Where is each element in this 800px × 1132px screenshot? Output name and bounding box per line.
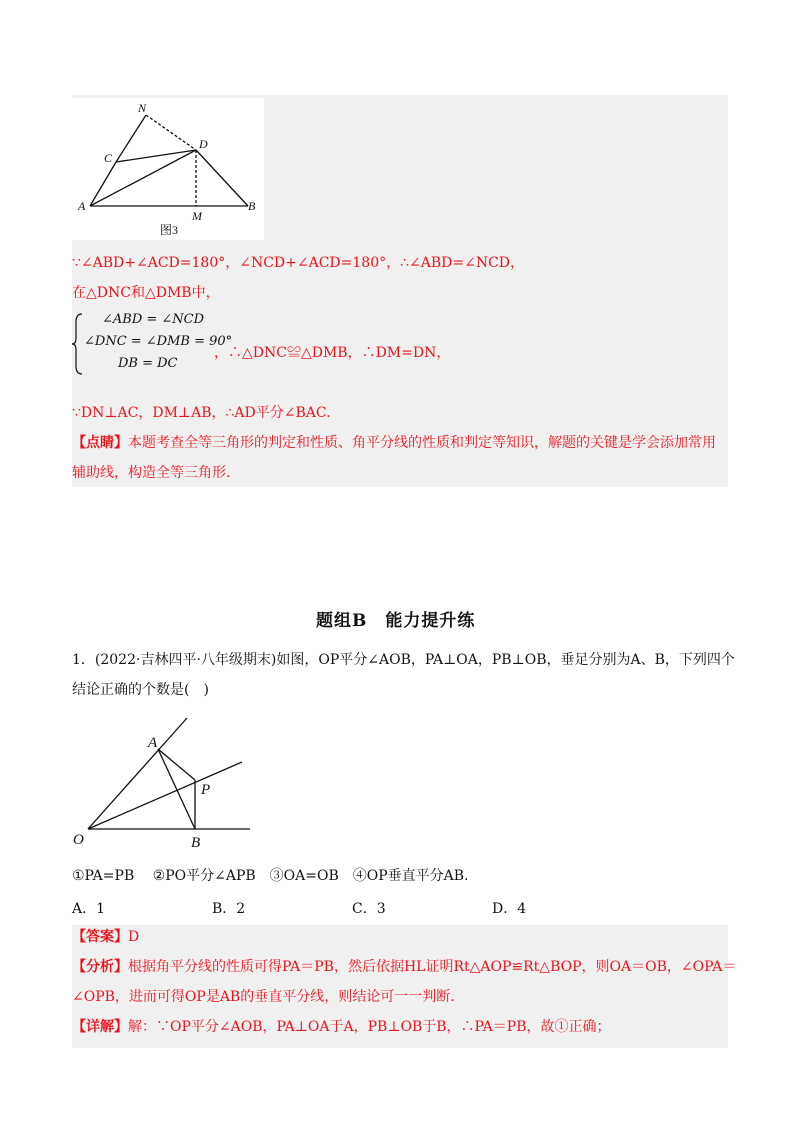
option-b[interactable]: B．2: [212, 901, 246, 917]
label-P: P: [201, 782, 211, 798]
question-line-2: 结论正确的个数是( ): [72, 682, 209, 698]
label-M: M: [192, 209, 202, 223]
answer-line: [72, 927, 139, 947]
label-C: C: [104, 151, 113, 165]
figure-3-caption: 图3: [160, 223, 179, 237]
label-B: B: [191, 835, 201, 851]
tip-label: 【点睛】: [72, 435, 128, 451]
proof-line-2: 在△DNC和△DMB中，: [72, 285, 220, 301]
tip-text-1: 本题考查全等三角形的判定和性质、角平分线的性质和判定等知识，解题的关键是学会添加常用: [128, 435, 716, 451]
answer-label: 【答案】: [72, 929, 128, 945]
question-statements: ①PA=PB ②PO平分∠APB ③OA=OB ④OP垂直平分AB.: [72, 868, 469, 884]
ray-OP: [88, 762, 242, 829]
proof-system-result: ，∴△DNC≌△DMB，∴DM=DN，: [214, 345, 451, 361]
equation-3: DB = DC: [118, 356, 178, 371]
equation-2: ∠DNC = ∠DMB = 90°: [84, 334, 233, 349]
option-d[interactable]: D．4: [492, 901, 527, 917]
tip-line-1: [72, 433, 716, 453]
tip-line-2: 辅助线，构造全等三角形.: [72, 465, 231, 481]
proof-line-1: ∵∠ABD+∠ACD=180°，∠NCD+∠ACD=180°，∴∠ABD=∠NCD，: [72, 255, 525, 271]
figure-3-diagram: [72, 98, 264, 240]
question-diagram: [70, 716, 256, 852]
equation-1: ∠ABD = ∠NCD: [102, 312, 205, 327]
label-N: N: [138, 101, 147, 115]
segment-AP: [158, 749, 195, 780]
detail-line: [72, 1017, 611, 1037]
question-line-1: 1．(2022·吉林四平·八年级期末)如图，OP平分∠AOB，PA⊥OA，PB⊥OB，垂足分别为A、B，下列四个: [72, 652, 735, 668]
label-A: A: [78, 199, 86, 213]
analysis-label: 【分析】: [72, 959, 128, 975]
equation-system: [84, 312, 233, 376]
label-O: O: [73, 832, 84, 848]
option-a[interactable]: A．1: [72, 901, 106, 917]
analysis-text-1: 根据角平分线的性质可得PA＝PB，然后依据HL证明Rt△AOP≌Rt△BOP，则OA＝OB，∠OPA＝: [128, 959, 737, 975]
brace-icon: [72, 312, 84, 376]
detail-text: 解：∵OP平分∠AOB，PA⊥OA于A，PB⊥OB于B，∴PA＝PB，故①正确；: [128, 1019, 611, 1035]
section-title: 题组B 能力提升练: [316, 611, 476, 631]
detail-label: 【详解】: [72, 1019, 128, 1035]
label-B: B: [248, 199, 256, 213]
answer-value: D: [128, 929, 140, 945]
ray-OA: [88, 718, 187, 829]
option-c[interactable]: C．3: [352, 901, 386, 917]
analysis-line-1: [72, 957, 736, 977]
segment-AB: [158, 749, 195, 829]
proof-line-4: ∵DN⊥AC，DM⊥AB，∴AD平分∠BAC.: [72, 405, 331, 421]
label-D: D: [199, 137, 208, 151]
label-A: A: [148, 735, 158, 751]
analysis-line-2: ∠OPB，进而可得OP是AB的垂直平分线，则结论可一一判断.: [72, 989, 455, 1005]
